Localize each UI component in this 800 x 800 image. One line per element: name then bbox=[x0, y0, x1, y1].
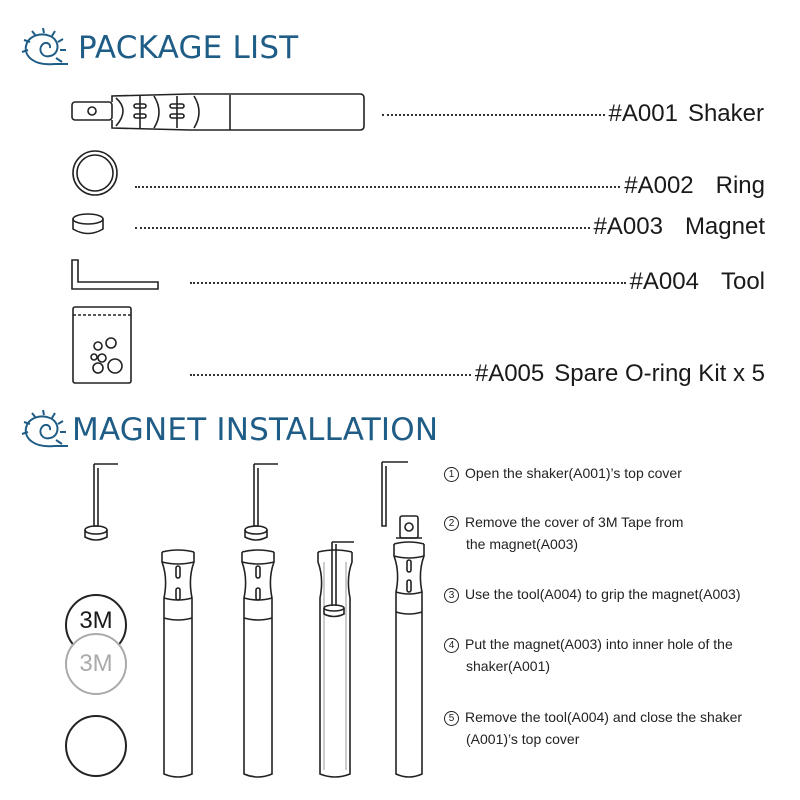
dotted-leader bbox=[382, 114, 605, 116]
nautilus-shell-icon bbox=[20, 410, 72, 452]
item-name: Shaker bbox=[687, 100, 764, 127]
tool-holding-magnet-illustration bbox=[240, 462, 280, 544]
magnet-installation-title: MAGNET INSTALLATION bbox=[72, 412, 439, 448]
instruction-step-1 bbox=[444, 462, 682, 484]
dotted-leader bbox=[190, 374, 471, 376]
step-text-continued: the magnet(A003) bbox=[466, 536, 579, 552]
dotted-leader bbox=[190, 282, 626, 284]
step-number: 5 bbox=[444, 711, 459, 726]
package-item-row bbox=[190, 268, 765, 296]
item-name: Ring bbox=[715, 172, 765, 199]
item-code: #A002 bbox=[624, 172, 694, 199]
step-text: Use the tool(A004) to grip the magnet(A003) bbox=[465, 586, 741, 602]
instruction-step-2 bbox=[444, 511, 683, 555]
step-number: 2 bbox=[444, 516, 459, 531]
shaker-illustration bbox=[70, 90, 370, 135]
step-text: Put the magnet(A003) into inner hole of the bbox=[465, 636, 733, 652]
instruction-step-5 bbox=[444, 706, 742, 750]
step-text: Remove the tool(A004) and close the shaker bbox=[465, 709, 743, 725]
oring-kit-bag-illustration bbox=[72, 306, 134, 386]
tool-holding-magnet-illustration bbox=[80, 462, 120, 544]
item-code: #A001 bbox=[608, 100, 678, 127]
item-name: Tool bbox=[720, 268, 765, 295]
dotted-leader bbox=[135, 186, 620, 188]
tape-3m-label: 3M bbox=[79, 607, 113, 634]
step-text: Open the shaker(A001)’s top cover bbox=[465, 465, 682, 481]
step-text: Remove the cover of 3M Tape from bbox=[465, 514, 684, 530]
shaker-step-5-illustration bbox=[386, 514, 432, 780]
package-item-row bbox=[135, 172, 765, 200]
package-item-row bbox=[382, 100, 764, 128]
item-name: Magnet bbox=[684, 213, 765, 240]
item-name: Spare O-ring Kit x 5 bbox=[554, 360, 765, 387]
package-item-row bbox=[135, 213, 765, 241]
dotted-leader bbox=[135, 227, 590, 229]
magnet-bottom-disc bbox=[64, 714, 128, 778]
nautilus-shell-icon bbox=[20, 28, 72, 70]
tape-3m-faded-label: 3M bbox=[79, 650, 113, 677]
step-text-continued: shaker(A001) bbox=[466, 658, 551, 674]
step-text-continued: (A001)’s top cover bbox=[466, 731, 580, 747]
item-code: #A004 bbox=[629, 268, 699, 295]
shaker-step-3-illustration bbox=[310, 540, 360, 780]
instruction-step-4 bbox=[444, 633, 733, 677]
step-number: 4 bbox=[444, 638, 459, 653]
package-item-row bbox=[190, 360, 765, 388]
tool-illustration bbox=[70, 258, 165, 292]
instruction-step-3 bbox=[444, 583, 741, 605]
item-code: #A003 bbox=[593, 213, 663, 240]
package-list-title: PACKAGE LIST bbox=[78, 30, 299, 66]
step-number: 1 bbox=[444, 467, 459, 482]
ring-illustration bbox=[70, 148, 122, 200]
step-number: 3 bbox=[444, 588, 459, 603]
shaker-step-1-illustration bbox=[158, 548, 198, 780]
item-code: #A005 bbox=[474, 360, 545, 387]
shaker-step-2-illustration bbox=[238, 548, 278, 780]
magnet-illustration bbox=[70, 212, 110, 238]
